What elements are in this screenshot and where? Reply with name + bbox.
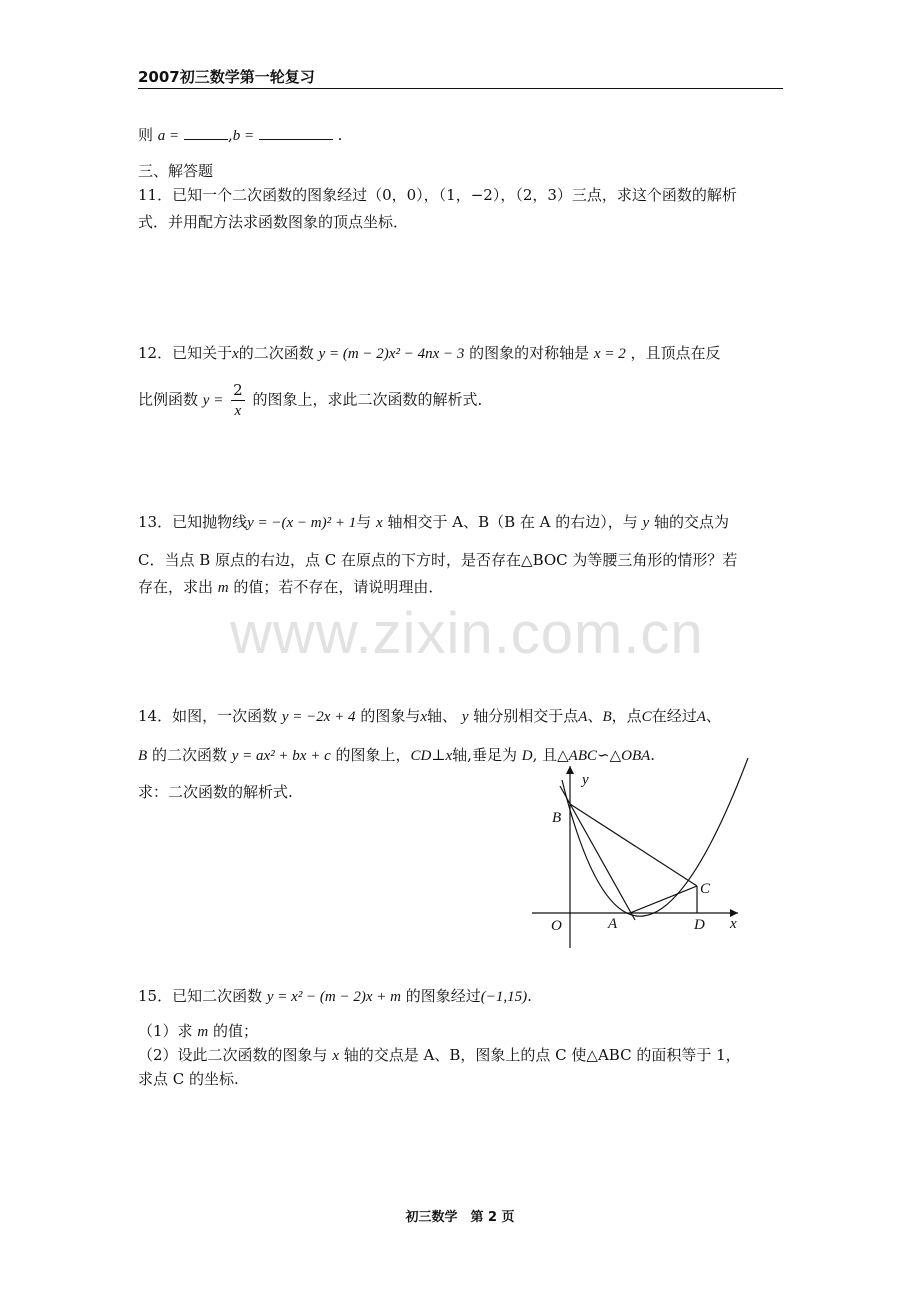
answer-blank-b (259, 125, 333, 140)
q14-similar: ∽△ (597, 746, 622, 764)
q14-text-7: 的二次函数 (151, 746, 227, 764)
q13-var-x: x (376, 515, 383, 531)
q14-figure (520, 758, 760, 950)
q13-text-1: 13．已知抛物线 (138, 513, 248, 531)
q14-point-b2: B (138, 748, 148, 764)
q13-text-4: 轴的交点为 (654, 513, 730, 531)
q12-text-6: 的图象上，求此二次函数的解析式． (252, 390, 493, 409)
q15-sub2-text-1: （2）设此二次函数的图象与 (138, 1046, 328, 1064)
q12-text-4: ，且顶点在反 (630, 344, 721, 362)
q14-point-c: C (641, 709, 652, 725)
b-equals: b = (232, 128, 255, 144)
q12-fraction (231, 380, 245, 421)
q14-point-b: B (602, 709, 612, 725)
q14-text-8: 的图象上， (335, 746, 411, 764)
q14-line-1 (138, 705, 721, 728)
q14-text-5: ，点 (611, 707, 642, 725)
q15-sub1-text-2: 的值； (212, 1022, 258, 1040)
q14-triangle-oba: OBA (621, 748, 651, 764)
q14-segment-cd: CD (410, 748, 432, 764)
q14-text-2: 的图象与 (360, 707, 421, 725)
q14-text-6: 在经过 (651, 707, 697, 725)
watermark: www.zixin.com.cn (230, 601, 704, 666)
q13-text-6: 的值；若不存在，请说明理由． (233, 578, 444, 596)
label-a: A (608, 916, 618, 932)
q12-axis-equation: x = 2 (593, 346, 626, 362)
q14-triangle-abc: ABC (568, 748, 597, 764)
a-equals: a = (157, 128, 180, 144)
fill-end: . (337, 126, 343, 144)
y-axis-arrow (566, 766, 574, 774)
section-title: 三、解答题 (138, 162, 214, 180)
q14-var-x: x (420, 709, 428, 725)
q14-point-d: D (521, 748, 533, 764)
q11-line-1: 11．已知一个二次函数的图象经过（0，0），（1，−2），（2，3）三点，求这个函数的解析 (138, 186, 737, 204)
q14-perp: ⊥ (431, 746, 446, 764)
q14-point-a: A (578, 709, 588, 725)
q12-fraction-numerator: 2 (233, 381, 243, 399)
q14-var-x2: x (445, 748, 453, 764)
q15-text-2: 的图象经过 (405, 987, 481, 1005)
q15-sub-2 (138, 1044, 741, 1067)
q14-point-a2: A (696, 709, 706, 725)
q13-text-3: 轴相交于 A、B（B 在 A 的右边），与 (387, 513, 638, 531)
q14-text-10: , 且△ (532, 746, 569, 764)
q11-line-2: 式．并用配方法求函数图象的顶点坐标． (138, 213, 409, 231)
page-header-title: 2007初三数学第一轮复习 (138, 68, 315, 86)
q14-text-9: 轴,垂足为 (452, 746, 517, 764)
q15-var-m: m (197, 1024, 209, 1040)
q14-quadratic-equation: y = ax² + bx + c (231, 748, 331, 764)
q14-text-3: 轴、 (427, 707, 458, 725)
q14-text-4: 轴分别相交于点 (473, 707, 579, 725)
label-o: O (551, 918, 562, 934)
q15-point: (−1,15) (480, 989, 528, 1005)
q12-line-1 (138, 342, 721, 365)
page-footer: 初三数学 第 2 页 (405, 1210, 515, 1225)
parabola-curve (562, 758, 748, 916)
label-c: C (700, 881, 711, 897)
fill-comma: , (227, 126, 233, 144)
q12-line-2 (138, 380, 492, 421)
line-ab (560, 786, 635, 920)
fill-in-line (138, 124, 342, 147)
q13-var-y: y (642, 515, 650, 531)
label-x: x (730, 916, 737, 932)
q15-line-1 (138, 985, 532, 1008)
q15-sub-3: 求点 C 的坐标. (138, 1070, 239, 1088)
q14-line-3: 求：二次函数的解析式. (138, 783, 293, 801)
q12-text-3: 的图象的对称轴是 (469, 344, 590, 362)
q13-line-2: C．当点 B 原点的右边，点 C 在原点的下方时，是否存在△BOC 为等腰三角形的情形？若 (138, 551, 738, 569)
q14-end: . (650, 746, 656, 764)
q15-sub2-text-2: 轴的交点是 A、B，图象上的点 C 使△ABC 的面积等于 1， (343, 1046, 741, 1064)
label-y: y (582, 772, 589, 788)
q13-equation: y = −(x − m)² + 1 (247, 515, 357, 531)
q12-equation: y = (m − 2)x² − 4nx − 3 (318, 346, 465, 362)
q13-line-3 (138, 576, 443, 599)
q13-text-2: 与 (356, 513, 372, 531)
header-divider (138, 88, 783, 89)
segment-ac (630, 886, 697, 913)
q12-text-2: 的二次函数 (238, 344, 314, 362)
q14-text-1: 14．如图，一次函数 (138, 707, 278, 725)
q14-var-y: y (461, 709, 469, 725)
q12-text-1: 12．已知关于 (138, 344, 233, 362)
q15-equation: y = x² − (m − 2)x + m (266, 989, 401, 1005)
q15-sub-1 (138, 1020, 258, 1043)
answer-blank-a (184, 125, 228, 140)
segment-bc (570, 804, 697, 886)
q14-sep: 、 (587, 707, 603, 725)
q15-text-1: 15．已知二次函数 (138, 987, 263, 1005)
q12-y-equals: y = (202, 392, 224, 409)
q12-fraction-denominator: x (234, 403, 242, 419)
q14-linear-equation: y = −2x + 4 (281, 709, 356, 725)
q13-text-5: 存在，求出 (138, 578, 214, 596)
q15-end: . (527, 987, 532, 1005)
q13-var-m: m (217, 580, 229, 596)
label-d: D (694, 917, 705, 933)
fill-prefix: 则 (138, 126, 154, 144)
q13-line-1 (138, 511, 729, 534)
q14-sep2: 、 (705, 707, 721, 725)
q12-text-5: 比例函数 (138, 390, 199, 409)
label-b: B (552, 810, 562, 826)
q15-sub1-text-1: （1）求 (138, 1022, 193, 1040)
q12-var-x: x (232, 346, 239, 362)
q15-var-x: x (332, 1048, 339, 1064)
